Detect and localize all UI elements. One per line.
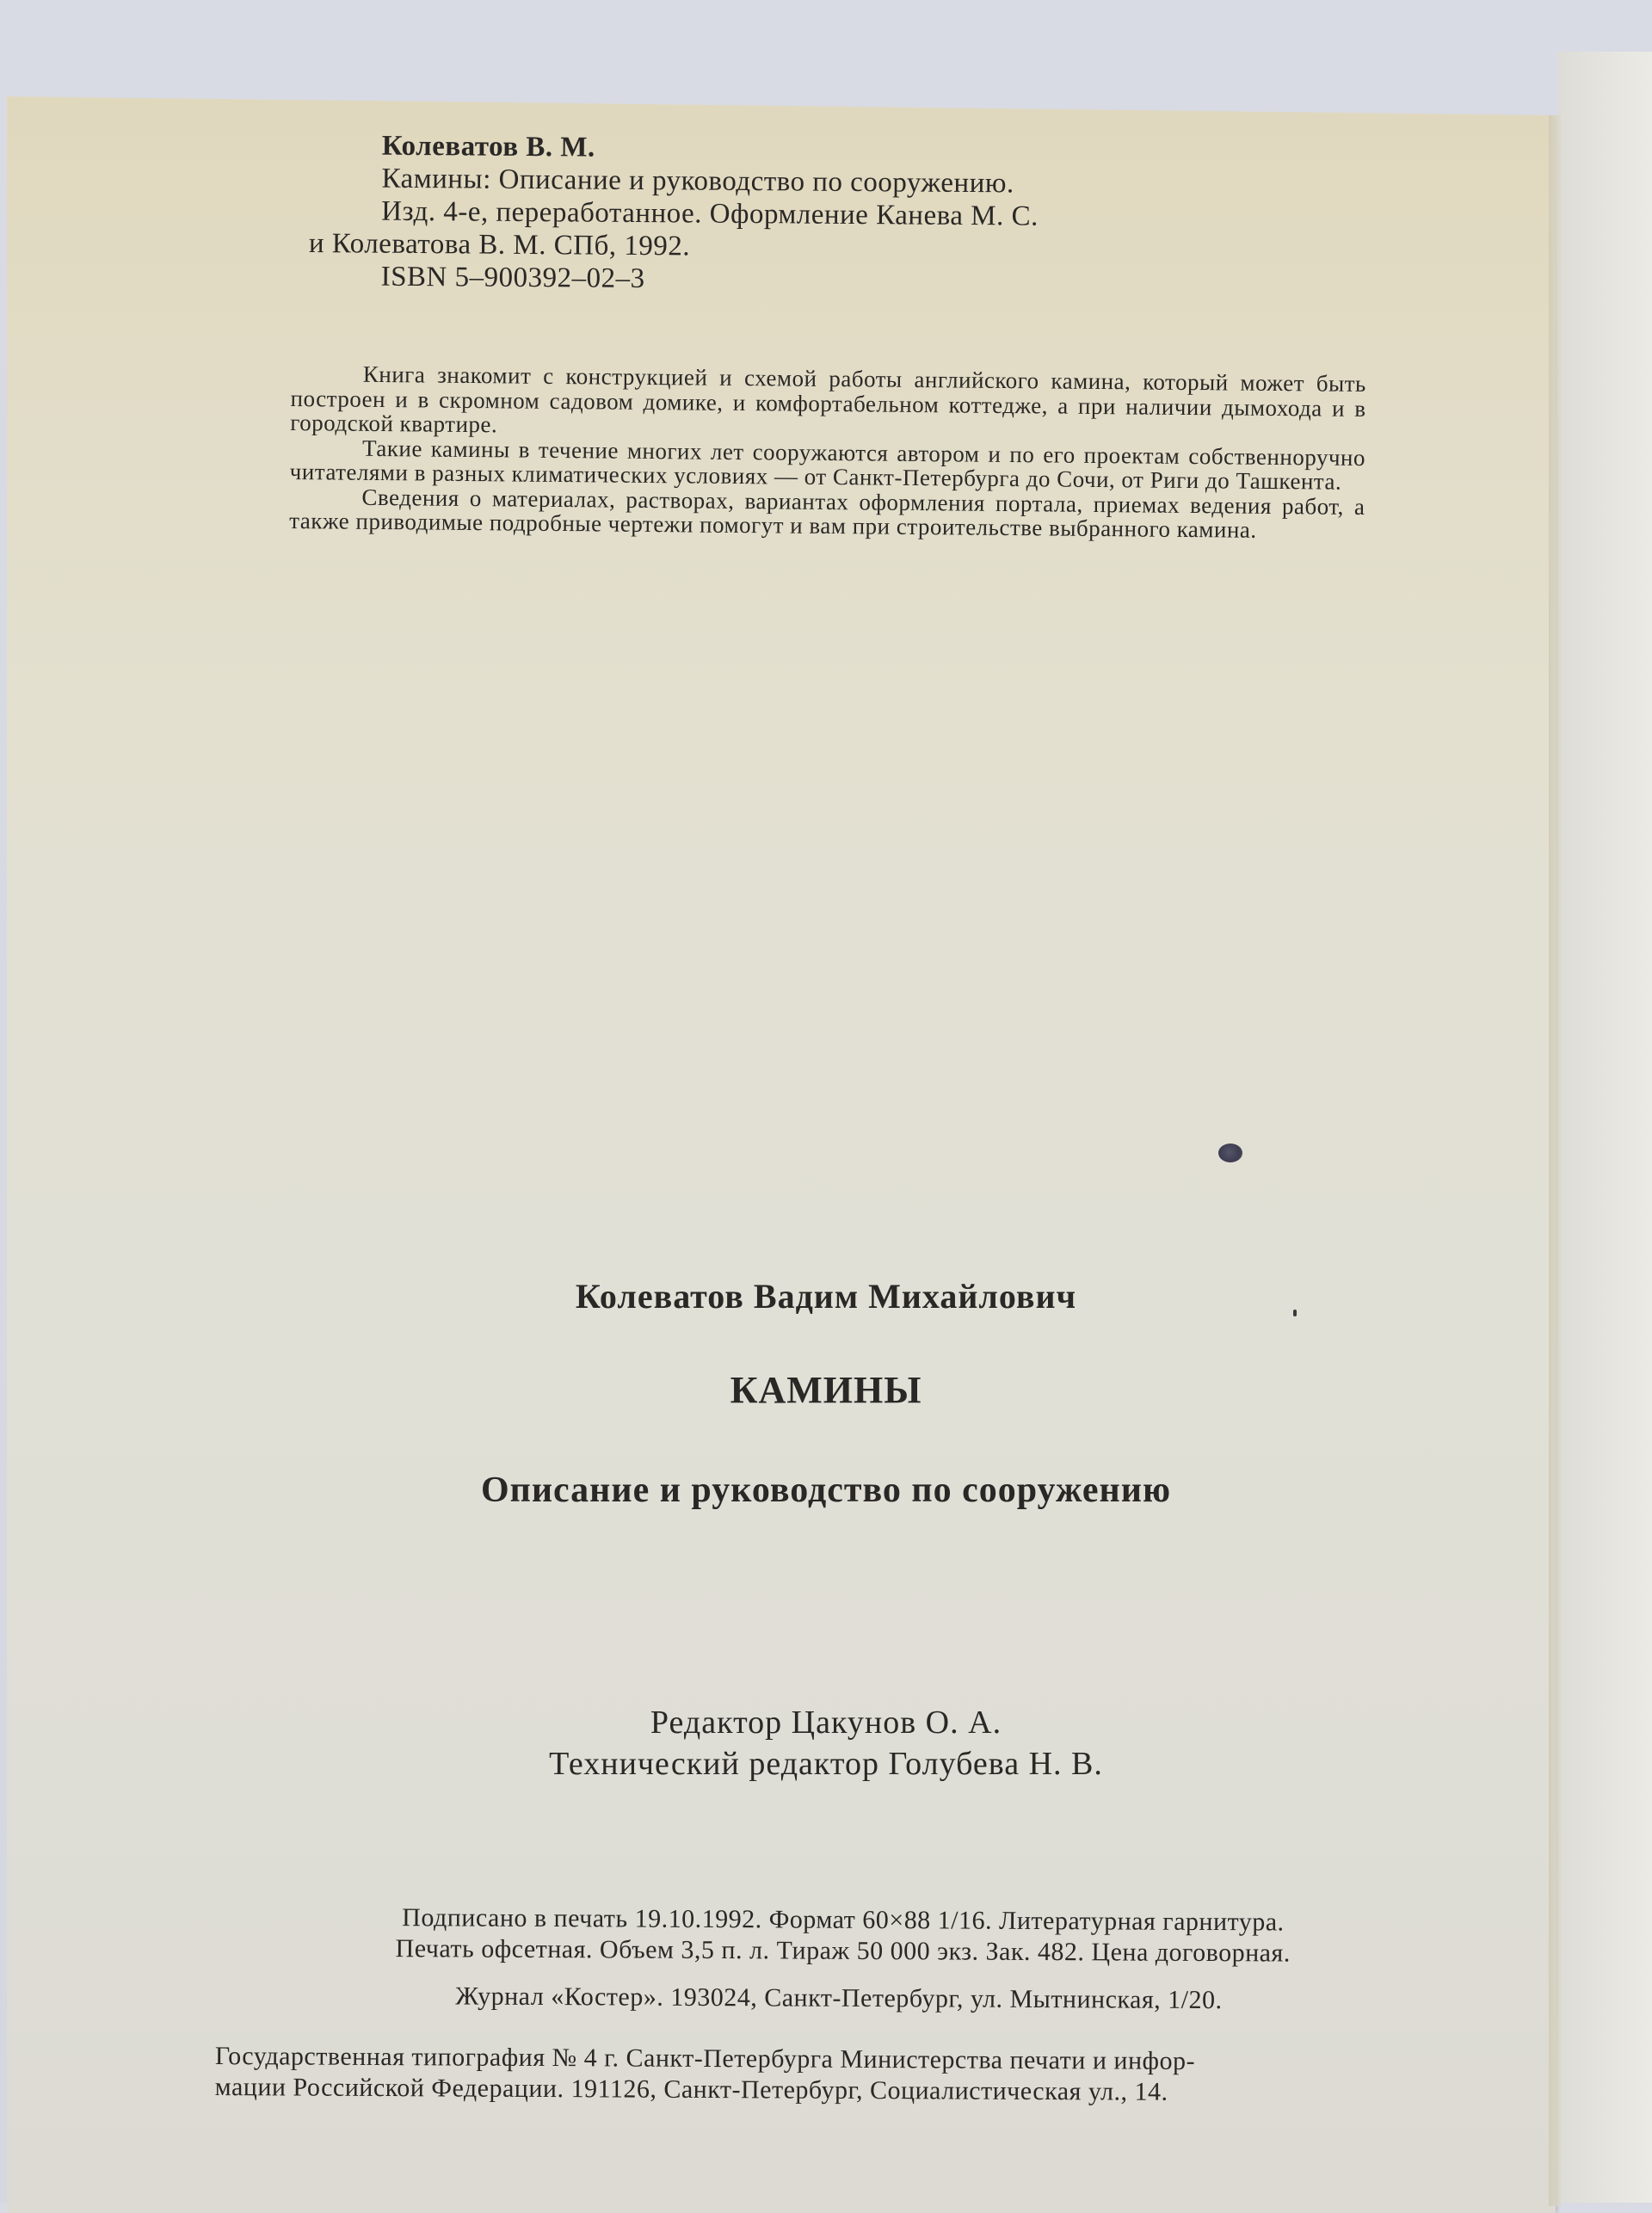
bibliographic-edition-line: Изд. 4-е, переработанное. Оформление Канева М. С. [381,195,1039,232]
bibliographic-entry [309,129,1394,301]
publisher-line: Журнал «Костер». 193024, Санкт-Петербург, ул. Мытнинская, 1/20. [455,1982,1223,2015]
printer-line-2: мации Российской Федерации. 191126, Санкт-Петербург, Социалистическая ул., 14. [214,2072,1168,2106]
printer-address [215,2041,1463,2110]
isbn: ISBN 5–900392–02–3 [380,261,645,295]
annotation-paragraph: Книга знакомит с конструкцией и схемой работы английского камина, который может быть построен и в скромном садовом домике, и комфортабельном коттедже, а при наличии дымохода и в городской квартире. [290,361,1366,438]
bibliographic-title-line: Камины: Описание и руководство по сооружению. [381,163,1014,200]
book-subtitle: Описание и руководство по сооружению [480,1470,1172,1510]
adjacent-page-edge [1557,52,1652,2203]
signed-to-print-line: Подписано в печать 19.10.1992. Формат 60×88 1/16. Литературная гарнитура. [402,1903,1285,1937]
editor-line: Редактор Цакунов О. А. [650,1704,1002,1741]
technical-editor-line: Технический редактор Голубева Н. В. [549,1746,1103,1782]
editors [0,1702,1652,1785]
book-title: КАМИНЫ [730,1369,922,1411]
annotation [289,361,1366,543]
publisher-address [215,1980,1463,2018]
ink-stain [1218,1143,1242,1162]
annotation-paragraph: Сведения о материалах, растворах, вариантах оформления портала, приемах ведения работ, а также приводимые подробные чертежи помогут и вам при строительстве выбранного камина. [289,484,1365,543]
author-full-name: Колеватов Вадим Михайлович [575,1277,1077,1316]
printer-line-1: Государственная типография № 4 г. Санкт-Петербурга Министерства печати и инфор- [214,2042,1196,2075]
print-run-line: Печать офсетная. Объем 3,5 п. л. Тираж 50 000 экз. Зак. 482. Цена договорная. [395,1934,1291,1968]
bibliographic-author: Колеватов В. М. [381,130,595,163]
print-specs [219,1902,1467,1970]
annotation-paragraph: Такие камины в течение многих лет сооружаются автором и по его проектам собственноручно читателями в разных климатических условиях — от Санкт-Петербурга до Сочи, от Риги до Ташкента. [289,435,1366,495]
page-fore-edge [1549,115,1561,2206]
bibliographic-design-line: и Колеватова В. М. СПб, 1992. [308,227,691,262]
